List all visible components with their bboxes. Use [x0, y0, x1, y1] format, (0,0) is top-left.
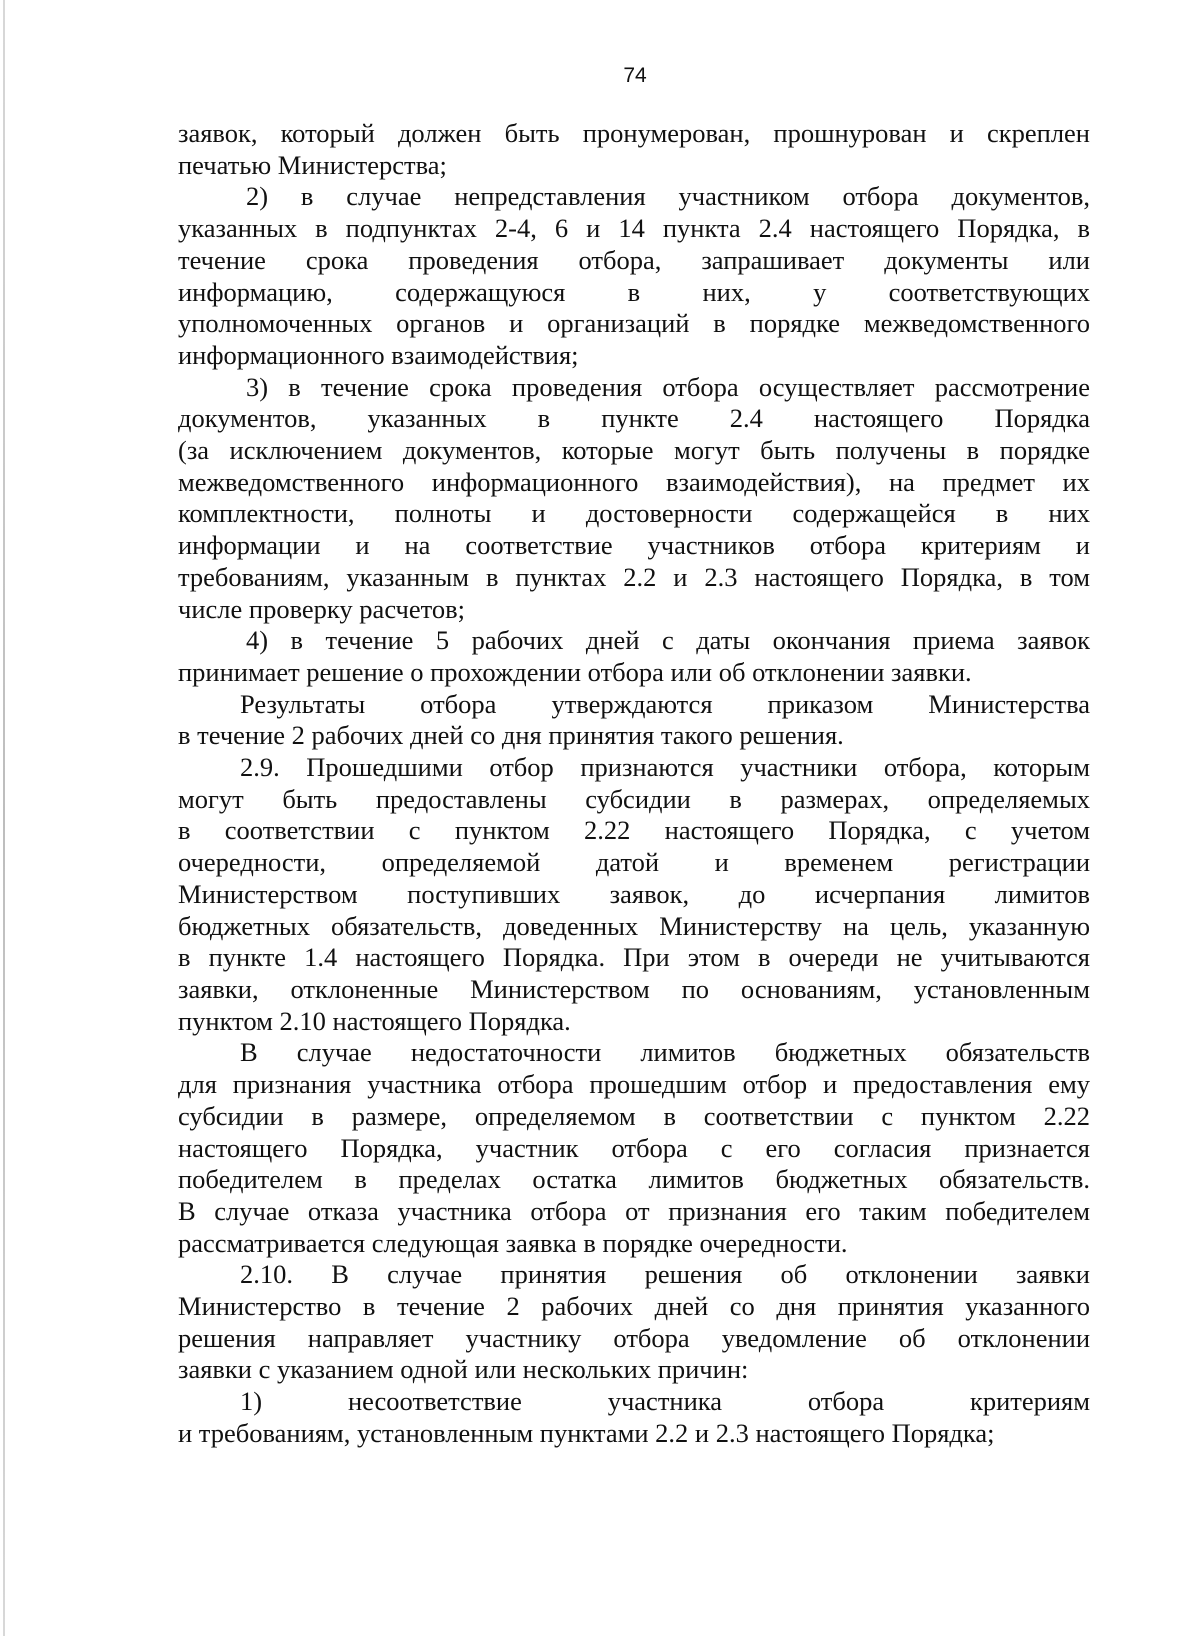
text-line: информации и на соответствие участников отбора критериям и — [178, 530, 1090, 561]
text-line: рассматривается следующая заявка в порядке очередности. — [178, 1227, 848, 1258]
paragraph — [178, 752, 1090, 1037]
text-line: комплектности, полноты и достоверности содержащейся в них — [178, 498, 1090, 529]
text-line: пунктом 2.10 настоящего Порядка. — [178, 1005, 571, 1036]
text-line: победителем в пределах остатка лимитов бюджетных обязательств. — [178, 1164, 1090, 1195]
text-line: 4) в течение 5 рабочих дней с даты окончания приема заявок — [246, 625, 1090, 656]
text-line: в соответствии с пунктом 2.22 настоящего Порядка, с учетом — [178, 815, 1090, 846]
text-line: решения направляет участнику отбора уведомление об отклонении — [178, 1322, 1090, 1353]
text-line: Министерством поступивших заявок, до исчерпания лимитов — [178, 878, 1090, 909]
text-line: бюджетных обязательств, доведенных Министерству на цель, указанную — [178, 910, 1090, 941]
text-line: печатью Министерства; — [178, 149, 447, 180]
text-line: информационного взаимодействия; — [178, 339, 579, 370]
text-line: заявок, который должен быть пронумерован, прошнурован и скреплен — [178, 118, 1090, 148]
text-line: и требованиям, установленным пунктами 2.2 и 2.3 настоящего Порядка; — [178, 1417, 995, 1448]
text-line: очередности, определяемой датой и временем регистрации — [178, 847, 1090, 878]
text-line: заявки, отклоненные Министерством по основаниям, установленным — [178, 973, 1090, 1004]
text-line: 1) несоответствие участника отбора критериям — [240, 1386, 1090, 1417]
text-line: могут быть предоставлены субсидии в размерах, определяемых — [178, 783, 1090, 814]
text-line: числе проверку расчетов; — [178, 593, 465, 624]
document-body — [178, 118, 1090, 1450]
text-line: документов, указанных в пункте 2.4 настоящего Порядка — [178, 403, 1090, 434]
text-line: требованиям, указанным в пунктах 2.2 и 2.3 настоящего Порядка, в том — [178, 561, 1090, 592]
text-line: уполномоченных органов и организаций в порядке межведомственного — [178, 308, 1090, 339]
text-line: Министерство в течение 2 рабочих дней со дня принятия указанного — [178, 1291, 1090, 1322]
text-line: В случае недостаточности лимитов бюджетных обязательств — [240, 1037, 1090, 1068]
paragraph — [178, 118, 1090, 181]
paragraph — [178, 372, 1090, 626]
text-line: течение срока проведения отбора, запрашивает документы или — [178, 244, 1090, 275]
scan-edge-shadow — [3, 0, 5, 1636]
paragraph — [178, 1037, 1090, 1259]
paragraph — [178, 1259, 1090, 1386]
paragraph — [178, 1386, 1090, 1449]
text-line: 2.10. В случае принятия решения об отклонении заявки — [240, 1259, 1090, 1290]
text-line: (за исключением документов, которые могут быть получены в порядке — [178, 435, 1090, 466]
text-line: межведомственного информационного взаимодействия), на предмет их — [178, 466, 1090, 497]
text-line: 3) в течение срока проведения отбора осуществляет рассмотрение — [246, 371, 1090, 402]
paragraph — [178, 625, 1090, 688]
text-line: субсидии в размере, определяемом в соответствии с пунктом 2.22 — [178, 1100, 1090, 1131]
text-line: принимает решение о прохождении отбора или об отклонении заявки. — [178, 656, 972, 687]
paragraph — [178, 689, 1090, 752]
text-line: В случае отказа участника отбора от признания его таким победителем — [178, 1195, 1090, 1226]
text-line: 2.9. Прошедшими отбор признаются участники отбора, которым — [240, 752, 1090, 783]
text-line: указанных в подпунктах 2-4, 6 и 14 пункта 2.4 настоящего Порядка, в — [178, 213, 1090, 244]
text-line: в пункте 1.4 настоящего Порядка. При этом в очереди не учитываются — [178, 942, 1090, 973]
text-line: Результаты отбора утверждаются приказом Министерства — [240, 688, 1090, 719]
page-number: 74 — [623, 64, 647, 87]
text-line: 2) в случае непредставления участником отбора документов, — [246, 181, 1090, 212]
text-line: заявки с указанием одной или нескольких причин: — [178, 1354, 749, 1385]
text-line: для признания участника отбора прошедшим отбор и предоставления ему — [178, 1069, 1090, 1100]
text-line: информацию, содержащуюся в них, у соответствующих — [178, 276, 1090, 307]
text-line: настоящего Порядка, участник отбора с его согласия признается — [178, 1132, 1090, 1163]
text-line: в течение 2 рабочих дней со дня принятия такого решения. — [178, 720, 844, 751]
paragraph — [178, 181, 1090, 371]
